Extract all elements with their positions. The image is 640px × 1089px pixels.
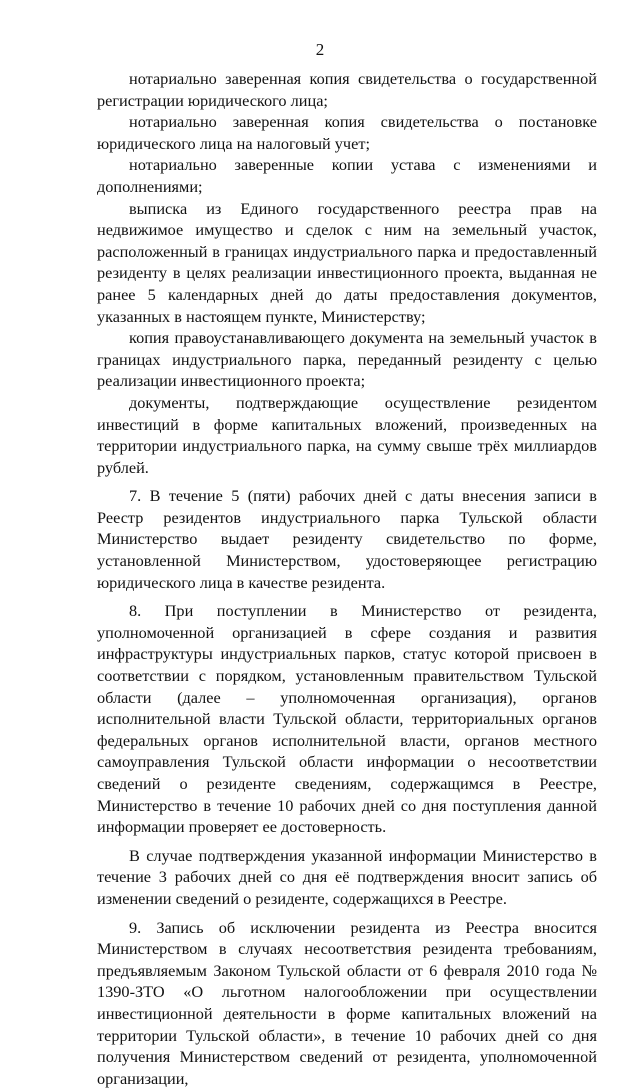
paragraph-investment-documents: документы, подтверждающие осуществление резидентом инвестиций в форме капитальных вложений, произведенных на территории индустриального парка, на сумму свыше трёх миллиардов рублей. (97, 392, 597, 477)
paragraph-clause-8: 8. При поступлении в Министерство от резидента, уполномоченной организацией в сфере создания и развития инфраструктуры индустриальных парков, статус которой присвоен в соответствии с порядком, установленным правительством Тульской области (далее – уполномоченная организация), органов исполнительной власти Тульской области, территориальных органов федеральных органов исполнительной власти, органов местного самоуправления Тульской области информации о несоответствии сведений о резиденте сведениям, содержащимся в Реестре, Министерство в течение 10 рабочих дней со дня поступления данной информации проверяет ее достоверность. (97, 601, 597, 837)
paragraph-clause-9: 9. Запись об исключении резидента из Реестра вносится Министерством в случаях несоответствия резидента требованиям, предъявляемым Законом Тульской области от 6 февраля 2010 года № 1390-ЗТО «О льготном налогообложении при осуществлении инвестиционной деятельности в форме капитальных вложений на территории Тульской области», в течение 10 рабочих дней со дня получения Министерством сведений от резидента, уполномоченной организации, (97, 917, 597, 1088)
paragraph-registration-certificate-copy: нотариально заверенная копия свидетельства о государственной регистрации юридического лица; (97, 69, 597, 110)
paragraph-charter-copies: нотариально заверенные копии устава с изменениями и дополнениями; (97, 155, 597, 196)
page-number: 2 (315, 40, 325, 59)
paragraph-registry-extract: выписка из Единого государственного реестра прав на недвижимое имущество и сделок с ним на земельный участок, расположенный в границах индустриального парка и предоставленный резиденту в целях реализации инвестиционного проекта, выданная не ранее 5 календарных дней до даты предоставления документов, указанных в настоящем пункте, Министерству; (97, 198, 597, 326)
paragraph-clause-8-confirmation: В случае подтверждения указанной информации Министерство в течение 3 рабочих дней со дня её подтверждения вносит запись об изменении сведений о резиденте, содержащихся в Реестре. (97, 845, 597, 908)
document-body (97, 68, 597, 1089)
paragraph-tax-registration-certificate-copy: нотариально заверенная копия свидетельства о постановке юридического лица на налоговый учет; (97, 112, 597, 153)
paragraph-land-title-document: копия правоустанавливающего документа на земельный участок в границах индустриального парка, переданный резиденту с целью реализации инвестиционного проекта; (97, 328, 597, 391)
paragraph-clause-7: 7. В течение 5 (пяти) рабочих дней с даты внесения записи в Реестр резидентов индустриального парка Тульской области Министерство выдает резиденту свидетельство по форме, установленной Министерством, удостоверяющее регистрацию юридического лица в качестве резидента. (97, 486, 597, 592)
